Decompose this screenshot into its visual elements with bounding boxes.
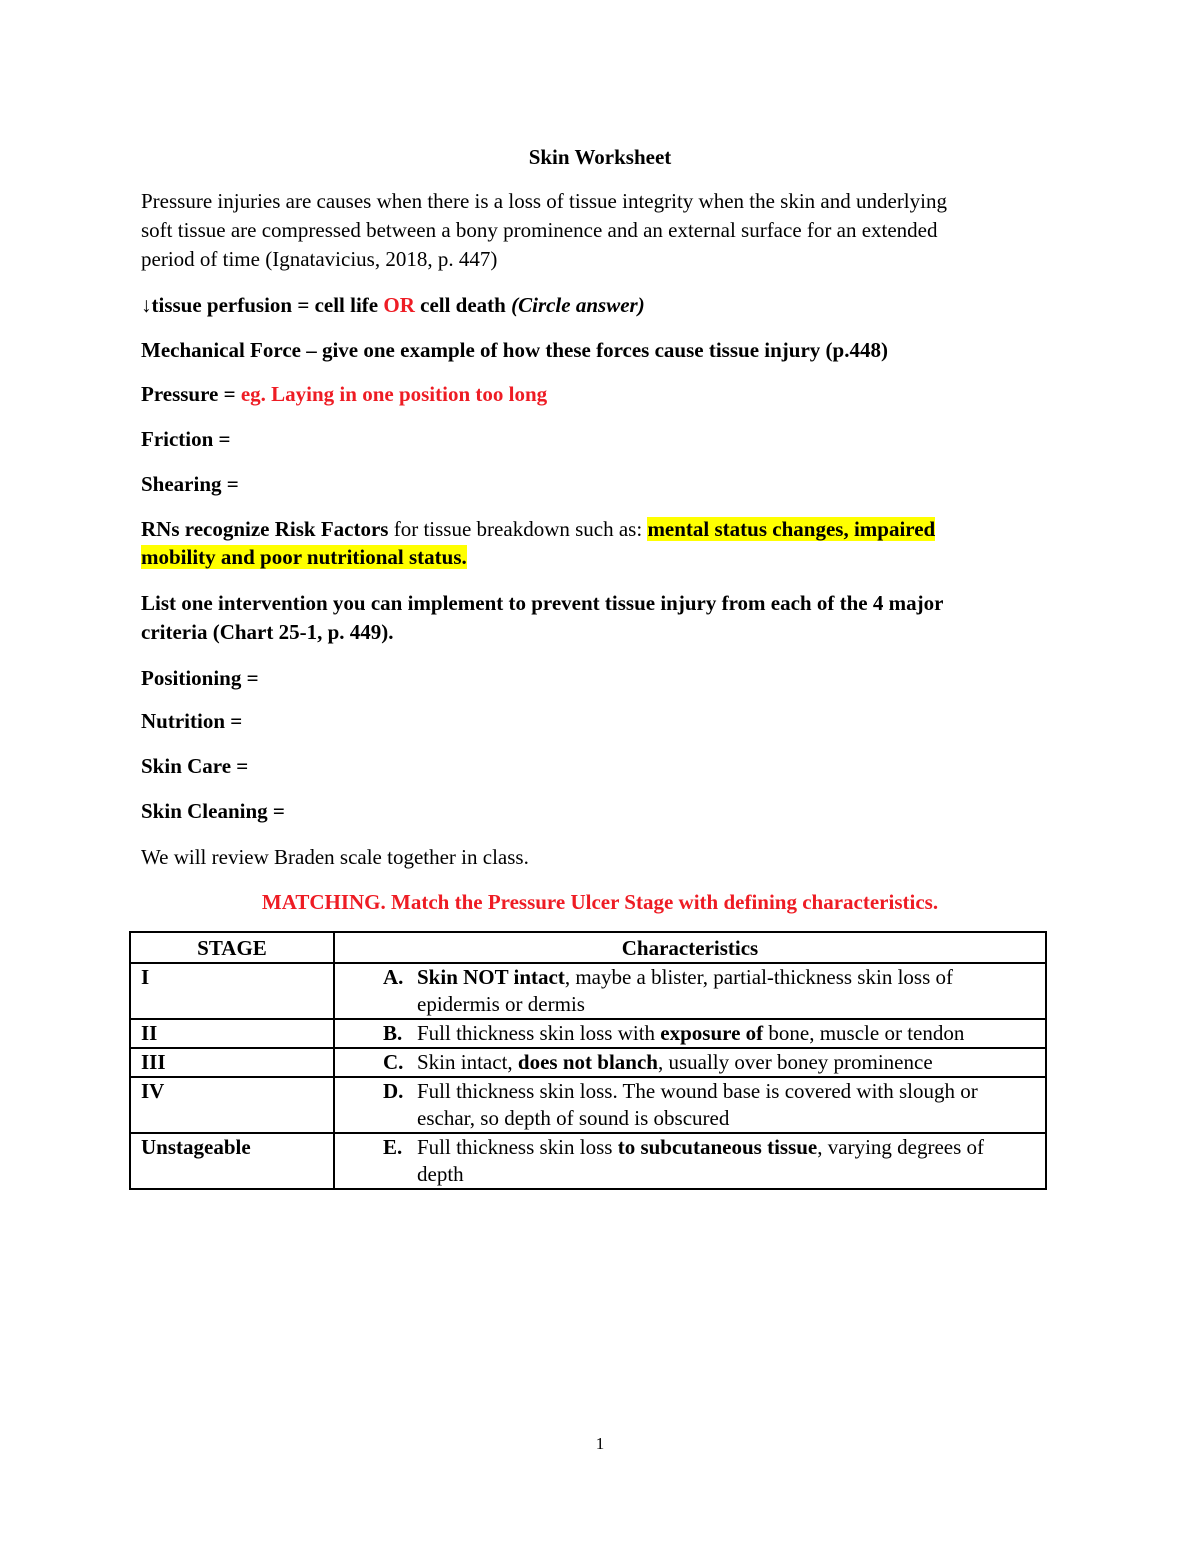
page-title: Skin Worksheet — [528, 145, 672, 169]
criteria-skin-cleaning: Skin Cleaning = — [141, 799, 285, 823]
list-intro-line-1: List one intervention you can implement to prevent tissue injury from each of the 4 major — [141, 591, 944, 615]
risk-factors-line-1 — [141, 515, 935, 543]
table-row — [130, 1048, 1046, 1077]
perfusion-question — [141, 291, 645, 319]
stage-cell: II — [130, 1019, 334, 1048]
header-stage: STAGE — [130, 932, 334, 963]
table-row — [130, 1019, 1046, 1048]
page-number: 1 — [595, 1434, 605, 1453]
characteristic-cell — [334, 1019, 1046, 1048]
braden-note: We will review Braden scale together in class. — [141, 845, 529, 869]
characteristic-bold: to subcutaneous tissue — [617, 1135, 818, 1159]
perfusion-lead: ↓tissue perfusion = cell life — [141, 293, 384, 317]
pressure-line — [141, 380, 547, 408]
perfusion-or: OR — [383, 293, 415, 317]
characteristic-text — [417, 1078, 1035, 1132]
characteristic-bold: does not blanch — [517, 1050, 658, 1074]
perfusion-instruction: (Circle answer) — [511, 293, 645, 317]
pressure-label: Pressure = — [141, 382, 241, 406]
characteristic-cell — [334, 1048, 1046, 1077]
criteria-skin-care: Skin Care = — [141, 754, 249, 778]
perfusion-rest: cell death — [414, 293, 512, 317]
stage-matching-table — [129, 931, 1047, 1190]
characteristic-pre: Skin intact, — [417, 1050, 518, 1074]
characteristic-bold: exposure of — [660, 1021, 764, 1045]
stage-cell: Unstageable — [130, 1133, 334, 1189]
intro-line-3: period of time (Ignatavicius, 2018, p. 447) — [141, 247, 498, 271]
characteristic-cell — [334, 963, 1046, 1019]
characteristic-pre: Full thickness skin loss with — [417, 1021, 661, 1045]
list-intro-line-2: criteria (Chart 25-1, p. 449). — [141, 620, 394, 644]
characteristic-post: bone, muscle or tendon — [763, 1021, 965, 1045]
risk-highlight-2: mobility and poor nutritional status. — [141, 545, 467, 569]
characteristic-pre: Full thickness skin loss — [417, 1135, 618, 1159]
characteristic-letter: E. — [383, 1135, 403, 1159]
characteristic-letter: D. — [383, 1079, 404, 1103]
characteristic-text — [417, 1134, 1035, 1188]
risk-lead: RNs recognize Risk Factors — [141, 517, 389, 541]
matching-title: MATCHING. Match the Pressure Ulcer Stage with defining characteristics. — [261, 890, 939, 914]
risk-highlight-1: mental status changes, impaired — [647, 517, 936, 541]
header-characteristics: Characteristics — [334, 932, 1046, 963]
characteristic-cell — [334, 1133, 1046, 1189]
table-header-row — [130, 932, 1046, 963]
stage-cell: I — [130, 963, 334, 1019]
stage-cell: IV — [130, 1077, 334, 1133]
table-row — [130, 963, 1046, 1019]
stage-cell: III — [130, 1048, 334, 1077]
shearing-line: Shearing = — [141, 472, 239, 496]
characteristic-post: , maybe a blister, partial-thickness skin loss of epidermis or dermis — [417, 965, 953, 1016]
risk-factors-line-2 — [141, 543, 467, 571]
friction-line: Friction = — [141, 427, 231, 451]
characteristic-text — [417, 964, 1035, 1018]
characteristic-pre: Full thickness skin loss. The wound base is covered with slough or eschar, so depth of sound is obscured — [417, 1079, 978, 1130]
criteria-positioning: Positioning = — [141, 666, 259, 690]
mechanical-force-heading: Mechanical Force – give one example of how these forces cause tissue injury (p.448) — [141, 338, 888, 362]
criteria-nutrition: Nutrition = — [141, 709, 243, 733]
characteristic-text — [417, 1020, 1035, 1047]
characteristic-post: , usually over boney prominence — [657, 1050, 933, 1074]
intro-line-2: soft tissue are compressed between a bony prominence and an external surface for an extended — [141, 218, 938, 242]
table-row — [130, 1077, 1046, 1133]
intro-line-1: Pressure injuries are causes when there is a loss of tissue integrity when the skin and underlying — [141, 189, 947, 213]
characteristic-text — [417, 1049, 1035, 1076]
characteristic-letter: B. — [383, 1021, 403, 1045]
characteristic-cell — [334, 1077, 1046, 1133]
characteristic-letter: C. — [383, 1050, 404, 1074]
characteristic-post: , varying degrees of depth — [417, 1135, 985, 1186]
characteristic-bold: Skin NOT intact — [417, 965, 565, 989]
table-row — [130, 1133, 1046, 1189]
pressure-answer: eg. Laying in one position too long — [240, 382, 548, 406]
characteristic-letter: A. — [383, 965, 404, 989]
risk-mid: for tissue breakdown such as: — [388, 517, 648, 541]
